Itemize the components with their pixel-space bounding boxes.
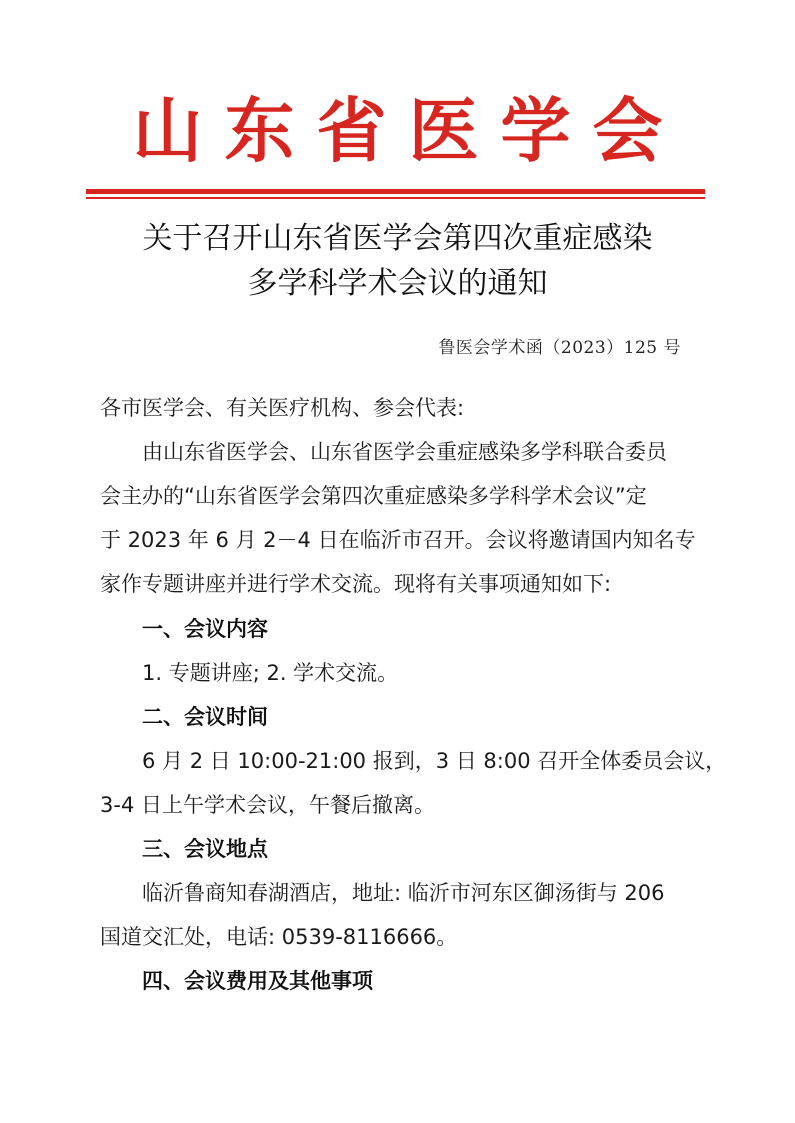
section-content-line-1: 1. 专题讲座; 2. 学术交流。 <box>142 661 399 685</box>
masthead-rule-thick <box>86 189 705 194</box>
notice-title-line-1: 关于召开山东省医学会第四次重症感染 <box>142 221 653 256</box>
document-number: 鲁医会学术函（2023）125 号 <box>438 338 681 358</box>
section-venue-line-1: 临沂鲁商知春湖酒店，地址: 临沂市河东区御汤街与 206 <box>142 881 665 905</box>
section-time-line-2: 3-4 日上午学术会议，午餐后撤离。 <box>100 793 435 817</box>
section-heading-content: 一、会议内容 <box>142 617 268 641</box>
masthead-rule-thin <box>86 197 705 199</box>
section-venue-line-2: 国道交汇处，电话: 0539-8116666。 <box>100 925 458 949</box>
intro-line-4: 家作专题讲座并进行学术交流。现将有关事项通知如下: <box>100 572 612 596</box>
intro-line-3: 于 2023 年 6 月 2－4 日在临沂市召开。会议将邀请国内知名专 <box>100 528 696 552</box>
notice-title-line-2: 多学科学术会议的通知 <box>247 266 548 301</box>
intro-line-2: 会主办的“山东省医学会第四次重症感染多学科学术会议”定 <box>100 484 647 508</box>
section-heading-venue: 三、会议地点 <box>142 837 268 861</box>
section-heading-time: 二、会议时间 <box>142 705 268 729</box>
intro-line-1: 由山东省医学会、山东省医学会重症感染多学科联合委员 <box>142 440 667 464</box>
salutation: 各市医学会、有关医疗机构、参会代表: <box>100 396 465 420</box>
org-masthead: 山东省医学会 <box>132 89 685 172</box>
section-heading-fees: 四、会议费用及其他事项 <box>142 969 373 993</box>
section-time-line-1: 6 月 2 日 10:00-21:00 报到，3 日 8:00 召开全体委员会议， <box>142 749 727 773</box>
